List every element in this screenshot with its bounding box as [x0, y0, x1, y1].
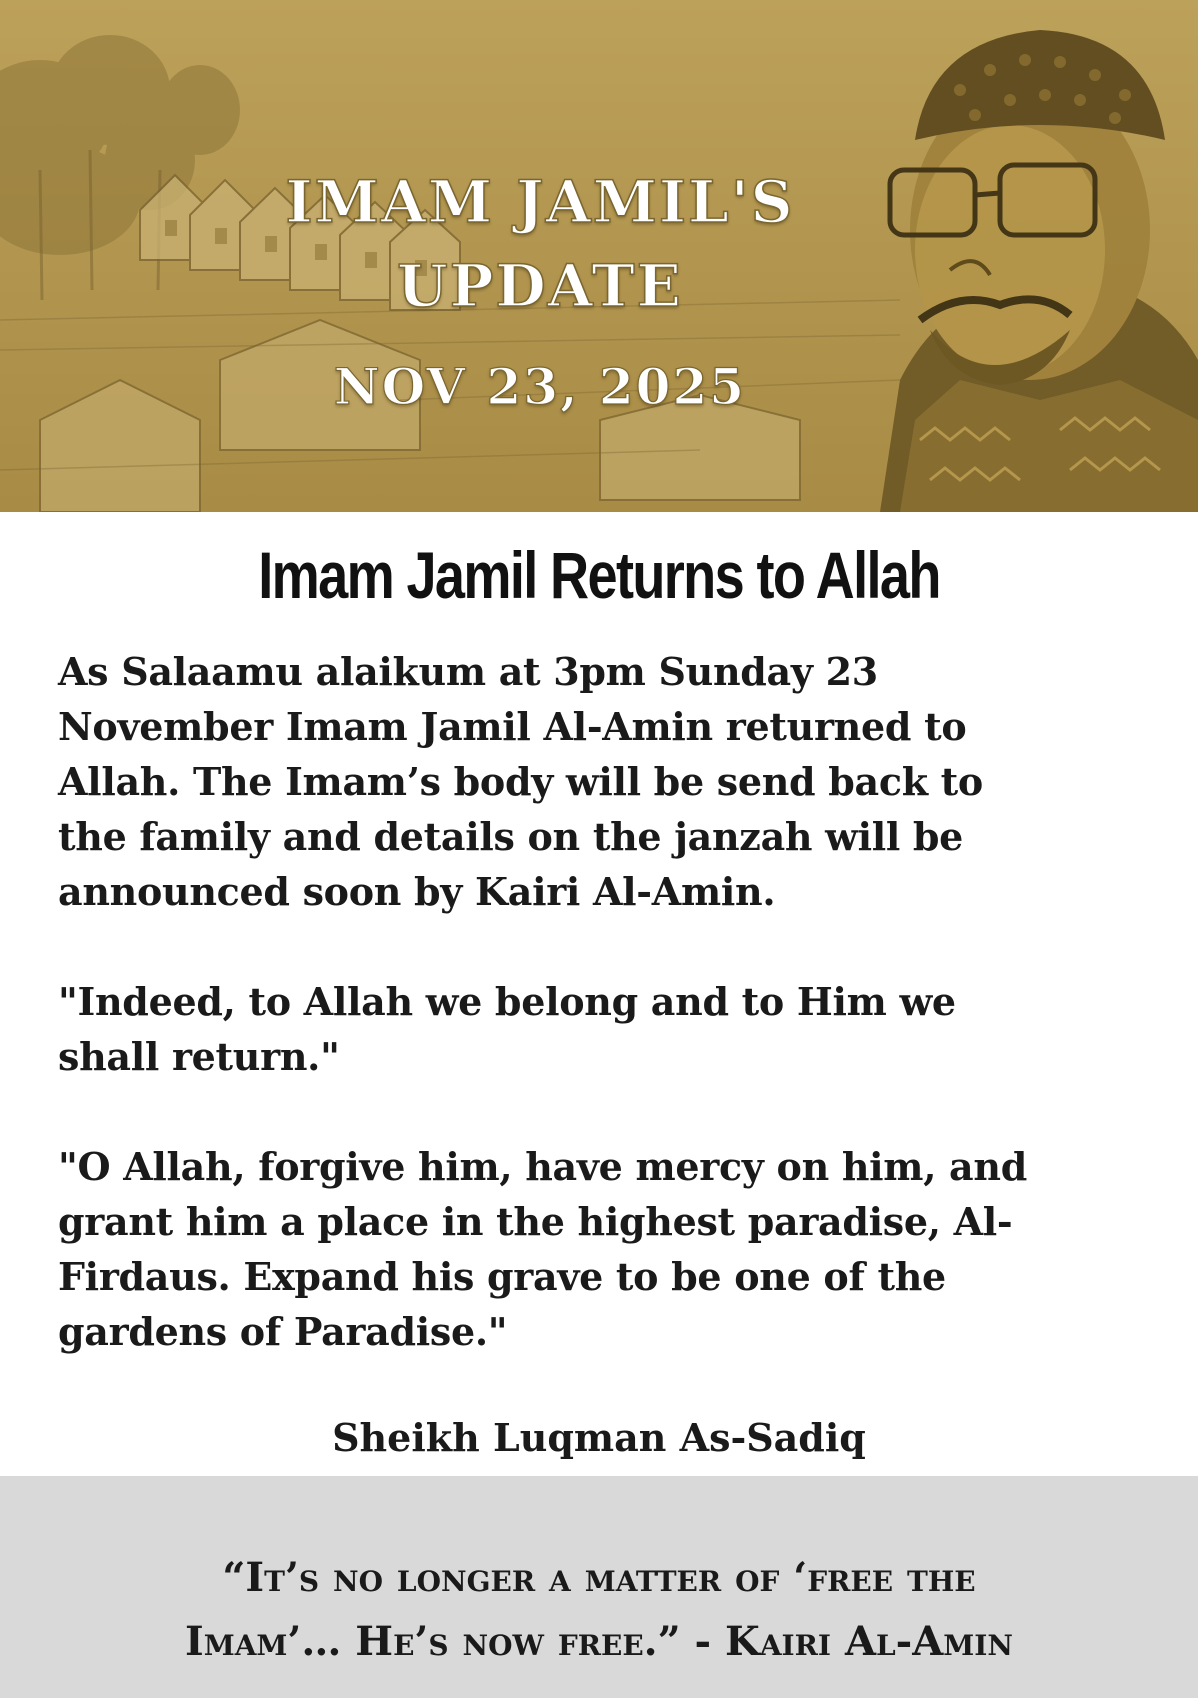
signature: Sheikh Luqman As-Sadiq: [332, 1415, 866, 1460]
header-banner: [0, 0, 1198, 512]
update-title: [240, 160, 840, 328]
verse-quote: "Indeed, to Allah we belong and to Him we shall return.": [58, 979, 956, 1079]
announcement-paragraph: As Salaamu alaikum at 3pm Sunday 23 November Imam Jamil Al-Amin returned to Allah. The Imam’s body will be send back to the family and details on the janzah will be announced soon by Kairi Al-Amin.: [58, 649, 983, 914]
closing-quote: “It’s no longer a matter of ‘free the Imam’… He’s now free.” - Kairi Al-Amin: [185, 1554, 1013, 1665]
prayer-quote: "O Allah, forgive him, have mercy on him, and grant him a place in the highest paradise, Al- Firdaus. Expand his grave to be one of the gardens of Paradise.": [58, 1144, 1027, 1354]
quote-band: [0, 1476, 1198, 1698]
update-title-line2: UPDATE: [397, 252, 683, 320]
update-title-line1: IMAM JAMIL'S: [285, 168, 795, 236]
announcement-body: [58, 644, 1158, 1359]
headline: Imam Jamil Returns to Allah: [258, 538, 940, 612]
update-date: NOV 23, 2025: [333, 357, 747, 416]
